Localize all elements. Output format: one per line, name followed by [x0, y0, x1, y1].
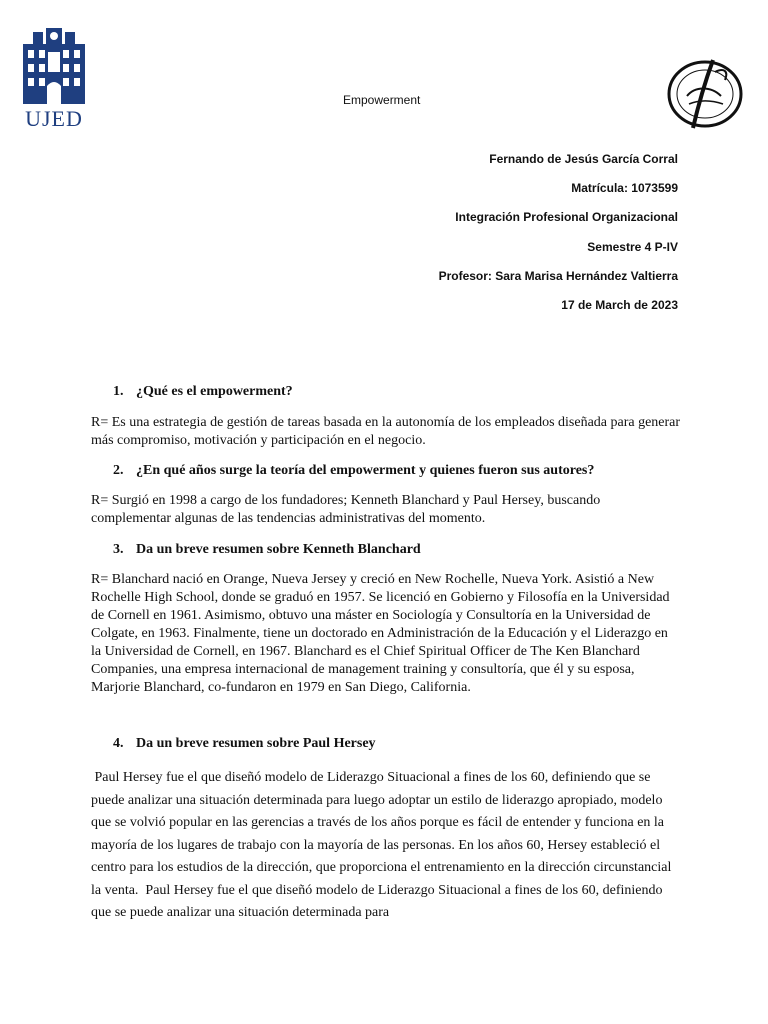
- question-3-heading: [113, 542, 421, 558]
- question-text: ¿Qué es el empowerment?: [136, 384, 293, 399]
- professor: Profesor: Sara Marisa Hernández Valtierra: [438, 269, 678, 283]
- question-text: ¿En qué años surge la teoría del empowerment y quienes fueron sus autores?: [136, 463, 595, 478]
- answer-2: R= Surgió en 1998 a cargo de los fundadores; Kenneth Blanchard y Paul Hersey, buscando complementar algunas de las tendencias administrativas del momento.: [91, 493, 601, 526]
- document-title: Empowerment: [343, 93, 421, 107]
- date: 17 de March de 2023: [561, 298, 678, 312]
- question-1-heading: [113, 384, 293, 400]
- semester: Semestre 4 P-IV: [587, 240, 678, 254]
- course-name: Integración Profesional Organizacional: [455, 210, 678, 224]
- question-number: 2.: [113, 463, 124, 478]
- student-name: Fernando de Jesús García Corral: [489, 152, 678, 166]
- question-number: 4.: [113, 736, 124, 751]
- ujed-logo-text: UJED: [25, 106, 83, 131]
- answer-3: R= Blanchard nació en Orange, Nueva Jersey y creció en New Rochelle, Nueva York. Asistió a New Rochelle High School, donde se graduó en 1957. Se licenció en Gobierno y Filosofía en la Universidad de Cornell en 1961. Asimismo, obtuvo una máster en Sociología y Consultoría en la Universidad de Colgate, en 1963. Finalmente, tiene un doctorado en Administración de la Educación y el Liderazgo en la Universidad de Cornell, en 1967. Blanchard es el Chief Spiritual Officer de The Ken Blanchard Companies, una empresa internacional de management training y consultoría, que él y su esposa, Marjorie Blanchard, co-fundaron en 1979 en San Diego, California.: [91, 572, 670, 695]
- answer-1: R= Es una estrategia de gestión de tareas basada en la autonomía de los empleados diseñada para generar más compromiso, motivación y participación en el negocio.: [91, 415, 681, 448]
- student-id: Matrícula: 1073599: [571, 181, 678, 195]
- question-number: 1.: [113, 384, 124, 399]
- question-text: Da un breve resumen sobre Paul Hersey: [136, 736, 376, 751]
- question-number: 3.: [113, 542, 124, 557]
- question-text: Da un breve resumen sobre Kenneth Blanchard: [136, 542, 421, 557]
- question-2-heading: [113, 463, 594, 479]
- faculty-seal: [665, 52, 745, 132]
- question-4-heading: [113, 736, 376, 752]
- answer-4: Paul Hersey fue el que diseñó modelo de Liderazgo Situacional a fines de los 60, definiendo que se puede analizar una situación determinada para luego adoptar un estilo de liderazgo apropiado, modelo que se volvió popular en las gerencias a través de los años porque es fácil de entender y funciona en la mayoría de los lugares de trabajo con la mayoría de las personas. En los años 60, Hersey estableció el centro para los estudios de la dirección, que proporciona el entrenamiento en la dirección circunstancial la venta. Paul Hersey fue el que diseñó modelo de Liderazgo Situacional a fines de los 60, definiendo que se puede analizar una situación determinada para: [91, 770, 675, 920]
- ujed-logo: [19, 26, 89, 130]
